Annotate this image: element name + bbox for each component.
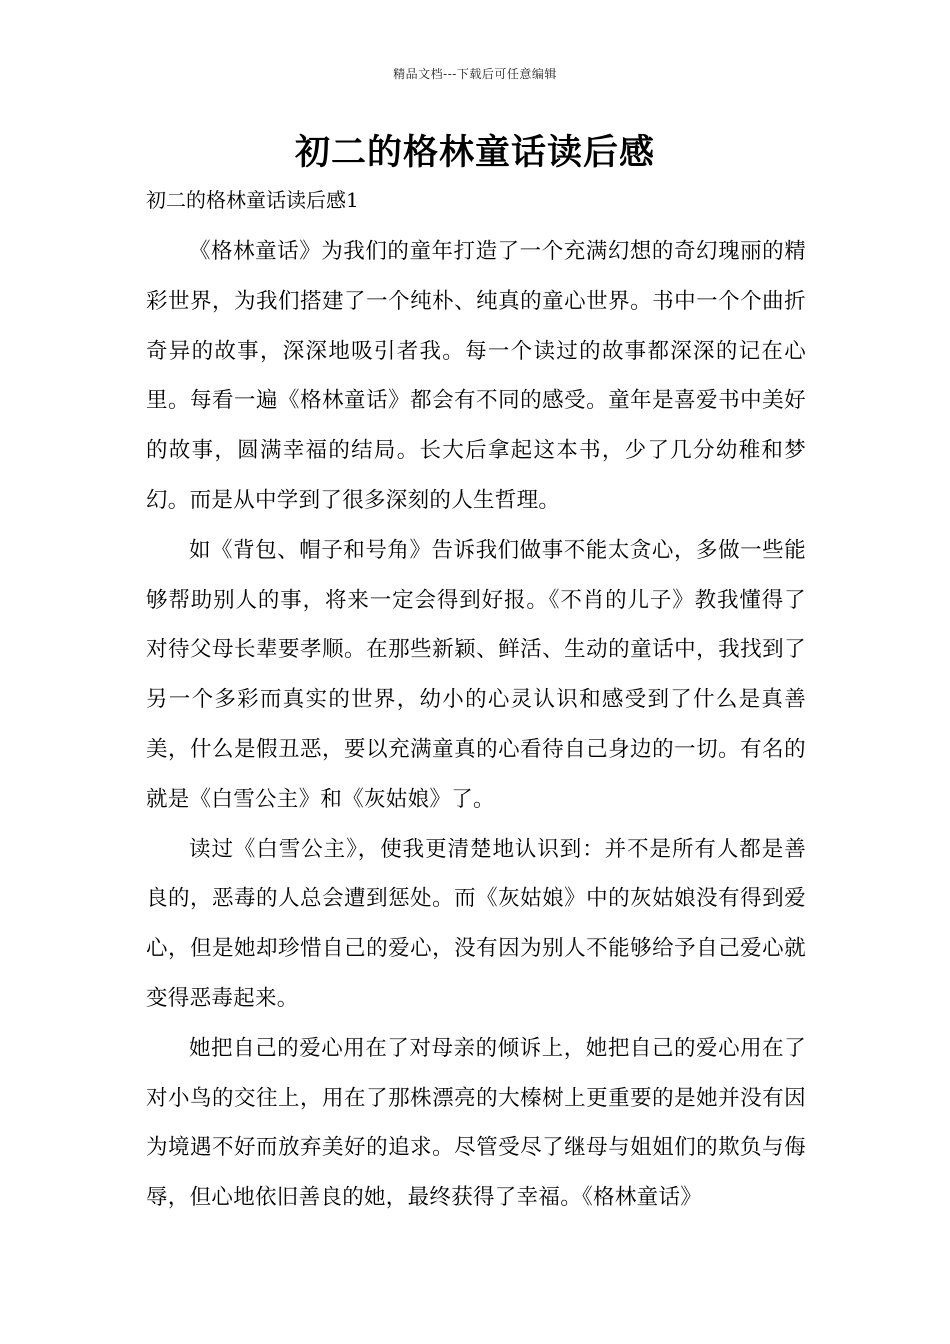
paragraph: 读过《白雪公主》，使我更清楚地认识到：并不是所有人都是善良的，恶毒的人总会遭到惩处。而《灰姑娘》中的灰姑娘没有得到爱心，但是她却珍惜自己的爱心，没有因为别人不能够给予自己爱心就变得恶毒起来。: [146, 836, 806, 1011]
body-text: [146, 227, 806, 1223]
header-note: 精品文档---下载后可任意编辑: [393, 67, 557, 81]
paragraph: 她把自己的爱心用在了对母亲的倾诉上，她把自己的爱心用在了对小鸟的交往上，用在了那株漂亮的大榛树上更重要的是她并没有因为境遇不好而放弃美好的追求。尽管受尽了继母与姐姐们的欺负与侮辱，但心地依旧善良的她，最终获得了幸福。《格林童话》: [146, 1035, 806, 1211]
paragraph: 《格林童话》为我们的童年打造了一个充满幻想的奇幻瑰丽的精彩世界，为我们搭建了一个纯朴、纯真的童心世界。书中一个个曲折奇异的故事，深深地吸引者我。每一个读过的故事都深深的记在心里。每看一遍《格林童话》都会有不同的感受。童年是喜爱书中美好的故事，圆满幸福的结局。长大后拿起这本书，少了几分幼稚和梦幻。而是从中学到了很多深刻的人生哲理。: [146, 239, 806, 513]
document-title: 初二的格林童话读后感: [294, 133, 655, 173]
section-subtitle: 初二的格林童话读后感1: [146, 188, 359, 212]
paragraph: 如《背包、帽子和号角》告诉我们做事不能太贪心，多做一些能够帮助别人的事，将来一定会得到好报。《不肖的儿子》教我懂得了对待父母长辈要孝顺。在那些新颖、鲜活、生动的童话中，我找到了另一个多彩而真实的世界，幼小的心灵认识和感受到了什么是真善美，什么是假丑恶，要以充满童真的心看待自己身边的一切。有名的就是《白雪公主》和《灰姑娘》了。: [146, 537, 806, 812]
